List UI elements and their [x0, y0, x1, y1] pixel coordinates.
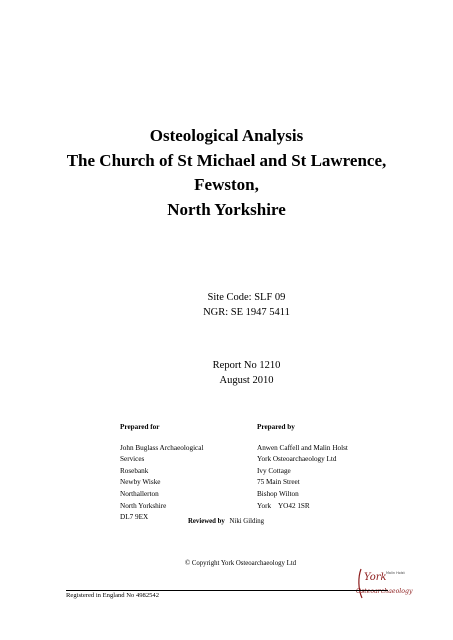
prepared-for-heading: Prepared for	[120, 423, 160, 431]
prepared-for-line: Services	[120, 455, 145, 464]
reviewed-by-label: Reviewed by	[188, 518, 225, 525]
prepared-for-line: Northallerton	[120, 489, 159, 498]
prepared-by-line: York Osteoarchaeology Ltd	[257, 455, 337, 464]
prepared-by-line: 75 Main Street	[257, 478, 300, 487]
prepared-for-line: John Buglass Archaeological	[120, 443, 204, 452]
reviewer-name: Niki Gilding	[229, 518, 265, 525]
logo-word-york: York	[364, 572, 387, 583]
prepared-for-line: North Yorkshire	[120, 501, 167, 510]
prepared-by-heading: Prepared by	[257, 423, 295, 431]
reviewed-by	[188, 518, 264, 525]
report-info	[0, 358, 453, 388]
title-line-3: Fewston,	[194, 175, 259, 194]
registered-number: Registered in England No 4982542	[66, 592, 160, 599]
report-number: Report No 1210	[212, 360, 281, 371]
site-code: Site Code: SLF 09	[207, 292, 286, 303]
prepared-by-line: Anwen Caffell and Malin Holst	[257, 443, 348, 452]
title-line-2: The Church of St Michael and St Lawrence,	[66, 150, 387, 170]
prepared-by-line: Bishop Wilton	[257, 489, 299, 498]
prepared-for-line: DL7 9EX	[120, 513, 149, 522]
prepared-for-column	[120, 422, 203, 524]
copyright-notice: © Copyright York Osteoarchaeology Ltd	[184, 560, 297, 567]
title-line-4: North Yorkshire	[167, 199, 286, 219]
report-title	[0, 124, 453, 222]
report-date: August 2010	[219, 375, 274, 386]
prepared-for-line: Rosebank	[120, 466, 149, 475]
york-osteoarchaeology-logo	[353, 567, 413, 601]
logo-word-osteoarchaeology: Osteoarchaeology	[356, 588, 413, 595]
logo-graphic	[353, 567, 413, 601]
logo-small-text: Malin Holst	[386, 571, 405, 575]
prepared-for-line: Newby Wiske	[120, 478, 161, 487]
footer-divider	[66, 590, 388, 591]
ngr: NGR: SE 1947 5411	[203, 307, 290, 318]
prepared-by-line: Ivy Cottage	[257, 466, 291, 475]
title-line-1: Osteological Analysis	[149, 126, 304, 145]
prepared-by-line: York YO42 1SR	[257, 501, 310, 510]
prepared-by-column	[257, 422, 348, 512]
site-info	[0, 290, 453, 320]
